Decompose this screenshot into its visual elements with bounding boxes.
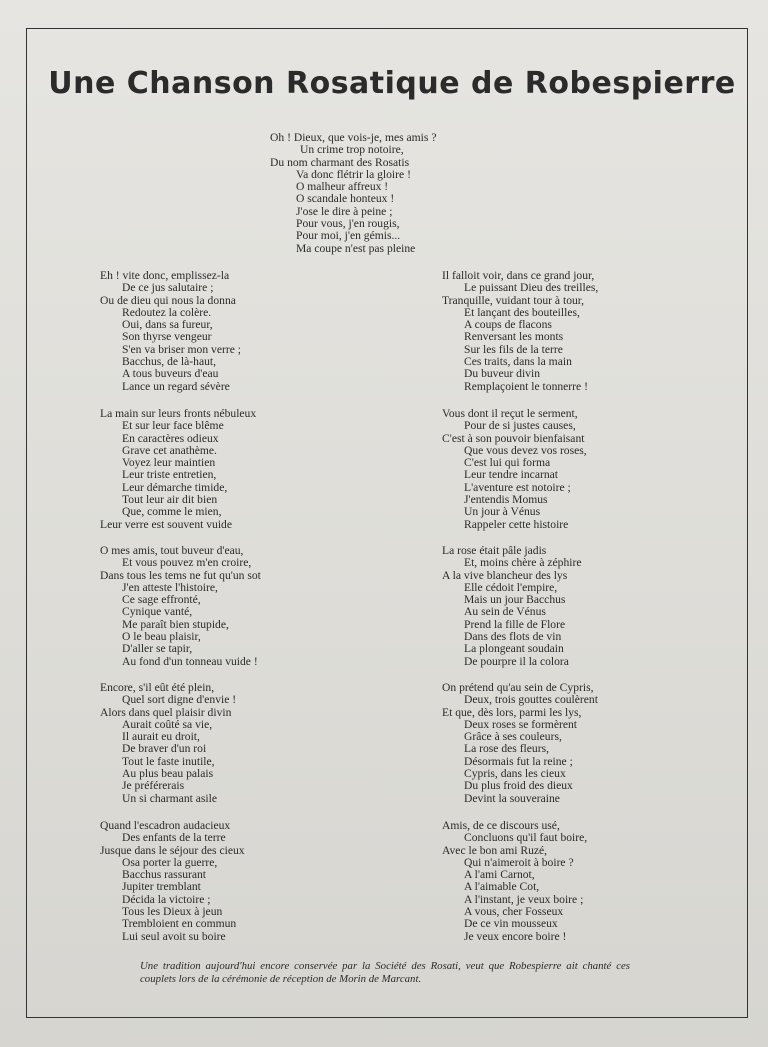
verse-line: Au plus beau palais [122,767,214,781]
verse-line: Devint la souveraine [464,791,560,805]
verse-line: Cynique vanté, [122,605,193,619]
left-stanza-2 [100,408,256,531]
footnote: Une tradition aujourd'hui encore conservée par la Société des Rosati, veut que Robespierre ait chanté ces couplets lors de la cérémonie de réception de Morin de Marcant. [140,960,630,985]
verse-line: Amis, de ce discours usé, [442,819,560,832]
verse-line: O mes amis, tout buveur d'eau, [100,544,244,557]
verse-line: Redoutez la colère. [122,305,212,319]
verse-line: Voyez leur maintien [122,456,216,470]
verse-line: La plongeant soudain [464,642,564,656]
verse-line: Grave cet anathème. [122,443,217,457]
verse-line: Des enfants de la terre [122,831,226,845]
verse-line: C'est lui qui forma [464,456,551,470]
right-stanza-4 [442,682,598,805]
verse-line: Dans des flots de vin [464,630,562,644]
verse-line: La rose était pâle jadis [442,544,547,557]
verse-line: Remplaçoient le tonnerre ! [464,379,588,393]
verse-line: Aurait coûté sa vie, [122,717,213,731]
verse-line: Oui, dans sa fureur, [122,318,213,332]
verse-line: Et que, dès lors, parmi les lys, [442,705,582,719]
verse-line: J'ose le dire à peine ; [296,204,393,218]
verse-line: Du buveur divin [464,367,540,381]
verse-line: Leur triste entretien, [122,468,217,482]
verse-line: Eh ! vite donc, emplissez-la [100,269,230,282]
verse-line: Me paraît bien stupide, [122,617,229,631]
verse-line: De pourpre il la colora [464,654,569,668]
verse-line: Et sur leur face blême [122,419,224,433]
verse-line: Rappeler cette histoire [464,517,569,531]
left-stanza-4 [100,682,236,805]
verse-line: Sur les fils de la terre [464,342,563,356]
verse-line: Il aurait eu droit, [122,730,200,744]
right-stanza-5 [442,820,587,943]
verse-line: Avec le bon ami Ruzé, [442,843,548,857]
verse-line: Et, moins chère à zéphire [464,556,582,570]
verse-line: S'en va briser mon verre ; [122,342,241,356]
verse-line: O malheur affreux ! [296,180,389,194]
verse-line: Je préférerais [122,779,185,793]
verse-line: Et lançant des bouteilles, [464,305,580,319]
verse-line: Grâce à ses couleurs, [464,730,562,744]
verse-line: Que, comme le mien, [122,505,222,519]
verse-line: Cypris, dans les cieux [464,767,566,781]
verse-line: Au sein de Vénus [464,605,546,619]
verse-line: Et vous pouvez m'en croire, [122,556,252,570]
verse-line: A tous buveurs d'eau [122,367,219,381]
verse-line: La main sur leurs fronts nébuleux [100,407,257,420]
verse-line: J'en atteste l'histoire, [122,580,218,594]
verse-line: Un jour à Vénus [464,505,541,519]
verse-line: A coups de flacons [464,318,552,332]
left-stanza-1 [100,270,241,393]
verse-line: A l'aimable Cot, [464,880,540,894]
verse-line: A vous, cher Fosseux [464,905,564,919]
verse-line: Au fond d'un tonneau vuide ! [122,654,258,668]
verse-line: Lance un regard sévère [122,379,230,393]
left-stanza-5 [100,820,245,943]
verse-line: On prétend qu'au sein de Cypris, [442,681,594,694]
verse-line: Oh ! Dieux, que vois-je, mes amis ? [270,131,437,144]
verse-line: Du nom charmant des Rosatis [270,155,410,169]
verse-line: Quand l'escadron audacieux [100,819,231,832]
verse-line: D'aller se tapir, [122,642,193,656]
verse-line: J'entendis Momus [464,493,548,507]
page-title: Une Chanson Rosatique de Robespierre [48,66,736,101]
verse-line: Un si charmant asile [122,791,217,805]
verse-line: Pour moi, j'en gémis... [296,229,401,243]
verse-line: De ce vin mousseux [464,917,558,931]
verse-line: Ces traits, dans la main [464,355,572,369]
verse-line: Bacchus, de là-haut, [122,355,217,369]
verse-line: Un crime trop notoire, [300,143,404,157]
verse-line: Elle cédoit l'empire, [464,580,558,594]
right-stanza-2 [442,408,587,531]
verse-line: Que vous devez vos roses, [464,443,587,457]
verse-line: Vous dont il reçut le serment, [442,407,578,420]
verse-line: Va donc flétrir la gloire ! [296,167,411,181]
verse-line: Deux, trois gouttes coulèrent [464,693,598,707]
verse-line: Leur tendre incarnat [464,468,558,482]
verse-line: O le beau plaisir, [122,630,201,644]
verse-line: Prend la fille de Flore [464,617,566,631]
verse-line: Bacchus rassurant [122,868,207,882]
verse-line: Tous les Dieux à jeun [122,905,223,919]
verse-line: Leur verre est souvent vuide [100,517,232,531]
verse-line: Deux roses se formèrent [464,717,577,731]
verse-line: Tout le faste inutile, [122,754,215,768]
verse-line: O scandale honteux ! [296,192,395,206]
left-stanza-3 [100,545,261,668]
verse-line: Tout leur air dit bien [122,493,218,507]
verse-line: A la vive blancheur des lys [442,568,568,582]
intro-stanza [270,132,570,255]
verse-line: Mais un jour Bacchus [464,593,566,607]
verse-line: Trembloient en commun [122,917,237,931]
verse-line: Alors dans quel plaisir divin [100,705,232,719]
verse-line: Désormais fut la reine ; [464,754,573,768]
right-stanza-1 [442,270,598,393]
verse-line: C'est à son pouvoir bienfaisant [442,431,585,445]
verse-line: L'aventure est notoire ; [464,480,571,494]
verse-line: De ce jus salutaire ; [122,281,214,295]
verse-line: Lui seul avoit su boire [122,929,226,943]
verse-line: Jupiter tremblant [122,880,201,894]
verse-line: Le puissant Dieu des treilles, [464,281,599,295]
verse-line: Tranquille, vuidant tour à tour, [442,293,585,307]
verse-line: A l'instant, je veux boire ; [464,892,584,906]
verse-line: A l'ami Carnot, [464,868,535,882]
verse-line: Je veux encore boire ! [464,929,567,943]
verse-line: Renversant les monts [464,330,564,344]
verse-line: Dans tous les tems ne fut qu'un sot [100,568,261,582]
verse-line: Ou de dieu qui nous la donna [100,293,236,307]
verse-line: Encore, s'il eût été plein, [100,681,215,694]
verse-line: Ma coupe n'est pas pleine [296,241,416,255]
verse-line: Décida la victoire ; [122,892,211,906]
verse-line: Du plus froid des dieux [464,779,573,793]
verse-line: En caractères odieux [122,431,219,445]
verse-line: La rose des fleurs, [464,742,549,756]
verse-line: Ce sage effronté, [122,593,201,607]
verse-line: Il falloit voir, dans ce grand jour, [442,269,595,282]
verse-line: De braver d'un roi [122,742,207,756]
verse-line: Leur démarche timide, [122,480,228,494]
verse-line: Jusque dans le séjour des cieux [100,843,245,857]
verse-line: Son thyrse vengeur [122,330,212,344]
verse-line: Concluons qu'il faut boire, [464,831,588,845]
verse-line: Pour de si justes causes, [464,419,576,433]
verse-line: Osa porter la guerre, [122,855,218,869]
right-stanza-3 [442,545,582,668]
verse-line: Quel sort digne d'envie ! [122,693,237,707]
verse-line: Qui n'aimeroit à boire ? [464,855,574,869]
verse-line: Pour vous, j'en rougis, [296,217,400,231]
